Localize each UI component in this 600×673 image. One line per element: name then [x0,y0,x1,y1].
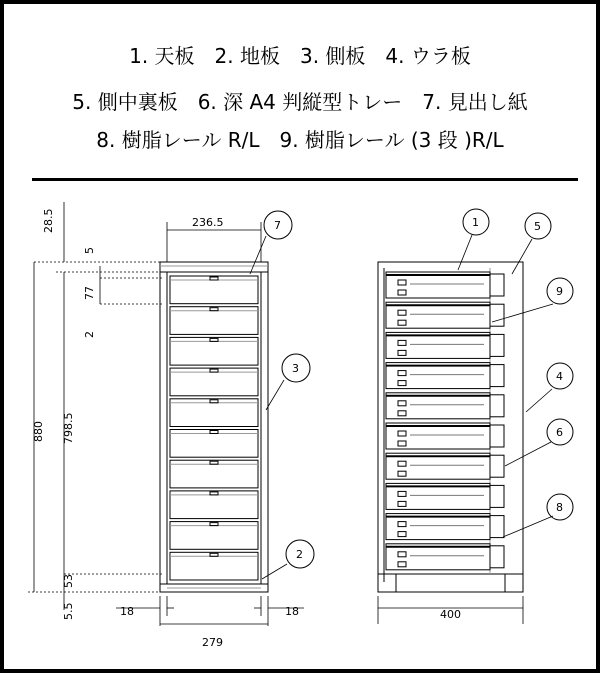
side-tray-catch [398,562,406,567]
front-tray-label-slot [210,400,218,403]
side-tray [386,363,504,389]
callout-label-9: 9 [556,285,563,298]
side-dimension-labels [440,608,461,621]
callout-label-1: 1 [472,216,479,229]
side-tray [386,272,504,298]
front-tray [170,399,258,427]
side-tray-catch [398,471,406,476]
legend-line-1: 1. 天板 2. 地板 3. 側板 4. ウラ板 [129,44,471,68]
side-tray [386,483,504,509]
side-tray-catch [398,441,406,446]
side-tray [386,423,504,449]
front-dimension-labels [32,209,299,650]
side-tray-catch [398,431,406,436]
side-tray-catch [398,522,406,527]
side-tray-catch [398,461,406,466]
callout-label-3: 3 [292,362,299,375]
side-tray [386,393,504,419]
side-callout-leaders [458,235,553,537]
legend-line-3: 8. 樹脂レール R/L 9. 樹脂レール (3 段 )R/L [96,128,504,152]
side-rail [490,395,504,417]
dim-side-right: 18 [285,605,299,618]
front-tray-label-slot [210,553,218,556]
side-rail [490,485,504,507]
front-tray-label-slot [210,338,218,341]
diagram-frame [4,4,596,669]
dim-foot: 5.5 [62,602,75,620]
dim-gap-2: 2 [83,331,96,338]
side-tray-catch [398,371,406,376]
side-tray [386,544,504,570]
callout-label-5: 5 [534,220,541,233]
dim-pitch: 77 [83,286,96,300]
front-tray-label-slot [210,369,218,372]
callout-label-6: 6 [556,426,563,439]
side-tray [386,332,504,358]
side-tray-catch [398,501,406,506]
side-tray-catch [398,320,406,325]
technical-drawing [4,4,596,669]
side-rail [490,425,504,447]
side-tray-catch [398,381,406,386]
dim-gap-5: 5 [83,247,96,254]
side-tray-catch [398,532,406,537]
callout-label-7: 7 [274,219,281,232]
side-rail [490,365,504,387]
front-tray-label-slot [210,277,218,280]
dim-total-height: 880 [32,421,45,442]
side-tray-catch [398,411,406,416]
side-view-trays [386,272,504,570]
side-rail [490,455,504,477]
front-view-trays [170,276,258,580]
front-view-cabinet [160,262,268,592]
callout-label-2: 2 [296,548,303,561]
front-tray-label-slot [210,523,218,526]
side-rail [490,546,504,568]
side-rail [490,334,504,356]
side-tray-catch [398,552,406,557]
dim-depth: 400 [440,608,461,621]
front-tray [170,430,258,458]
front-tray-label-slot [210,308,218,311]
side-tray-catch [398,310,406,315]
dim-top-margin: 28.5 [42,208,55,233]
side-rail [490,274,504,296]
side-rail [490,516,504,538]
front-tray-label-slot [210,461,218,464]
front-tray [170,522,258,550]
dim-width-inner: 236.5 [192,216,224,229]
front-tray [170,307,258,335]
dim-side-left: 18 [120,605,134,618]
dim-bottom: 53 [62,574,75,588]
legend-line-2: 5. 側中裏板 6. 深 A4 判縦型トレー 7. 見出し紙 [72,90,528,114]
front-tray-label-slot [210,492,218,495]
front-tray [170,552,258,580]
side-tray [386,302,504,328]
front-tray [170,276,258,304]
side-tray [386,453,504,479]
side-tray-catch [398,280,406,285]
side-tray [386,514,504,540]
callout-label-4: 4 [556,370,563,383]
callout-label-8: 8 [556,501,563,514]
side-rail [490,304,504,326]
front-tray-label-slot [210,431,218,434]
dim-total-width: 279 [202,636,223,649]
dim-inner-height: 798.5 [62,412,75,444]
side-tray-catch [398,491,406,496]
side-tray-catch [398,401,406,406]
side-tray-catch [398,290,406,295]
front-tray [170,337,258,365]
front-tray [170,368,258,396]
side-tray-catch [398,340,406,345]
front-tray [170,491,258,519]
front-tray [170,460,258,488]
side-tray-catch [398,350,406,355]
